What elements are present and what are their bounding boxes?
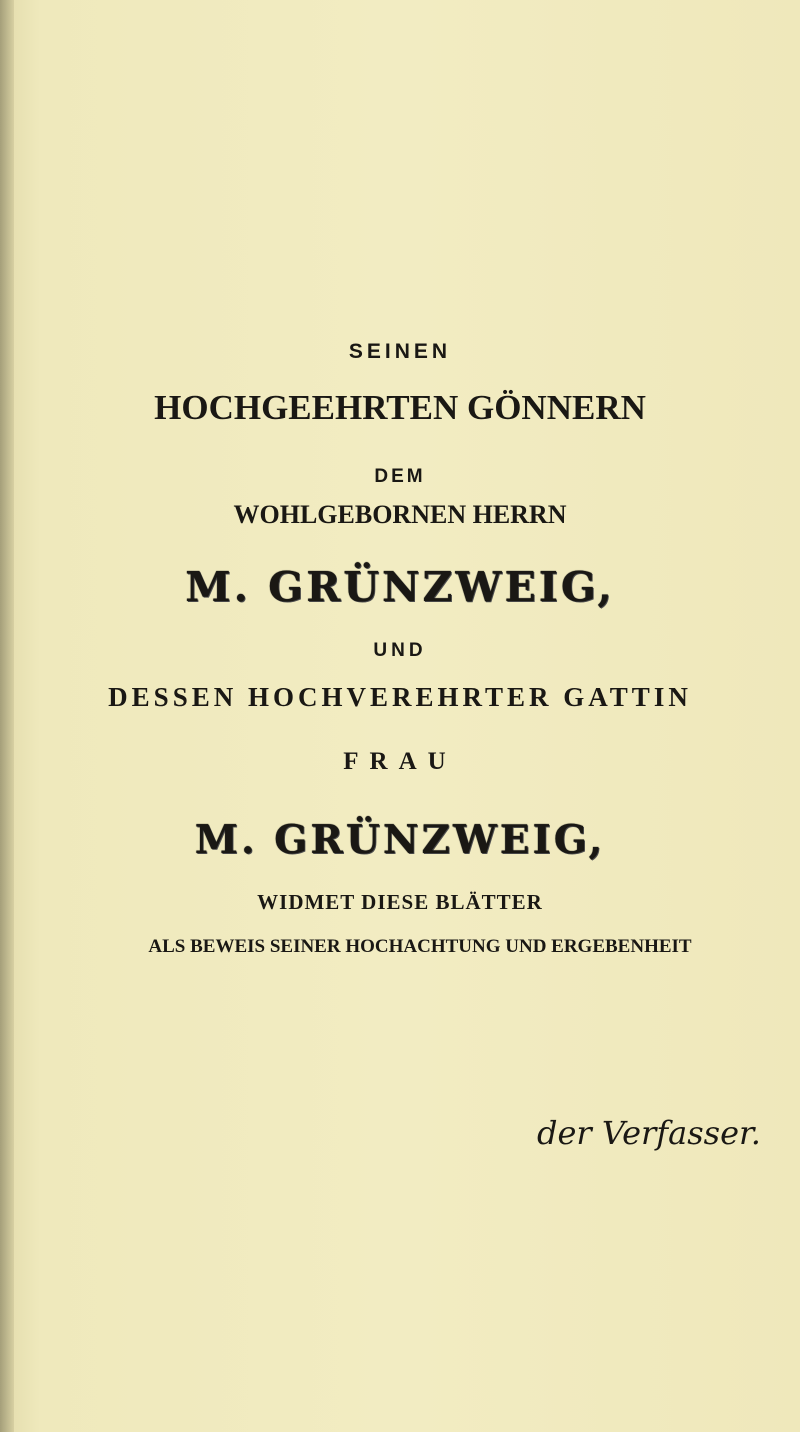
dedication-hochgeehrten: HOCHGEEHRTEN GÖNNERN — [154, 388, 646, 427]
signature: der Verfasser. — [537, 1114, 761, 1152]
dedication-als-beweis: ALS BEWEIS SEINER HOCHACHTUNG UND ERGEBENHEIT — [148, 936, 692, 957]
honoree-name-2: M. GRÜNZWEIG, — [194, 817, 606, 863]
page-edge-shadow — [0, 0, 14, 1432]
dedication-wohlgebornen: WOHLGEBORNEN HERRN — [233, 500, 567, 529]
dedication-frau: FRAU — [343, 748, 457, 775]
honoree-name-1: M. GRÜNZWEIG, — [185, 563, 615, 611]
dedication-und: UND — [373, 640, 427, 661]
dedication-seinen: SEINEN — [348, 340, 452, 363]
dedication-dessen: DESSEN HOCHVEREHRTER GATTIN — [108, 682, 692, 712]
dedication-dem: DEM — [374, 466, 426, 487]
dedication-widmet: WIDMET DIESE BLÄTTER — [257, 890, 543, 914]
